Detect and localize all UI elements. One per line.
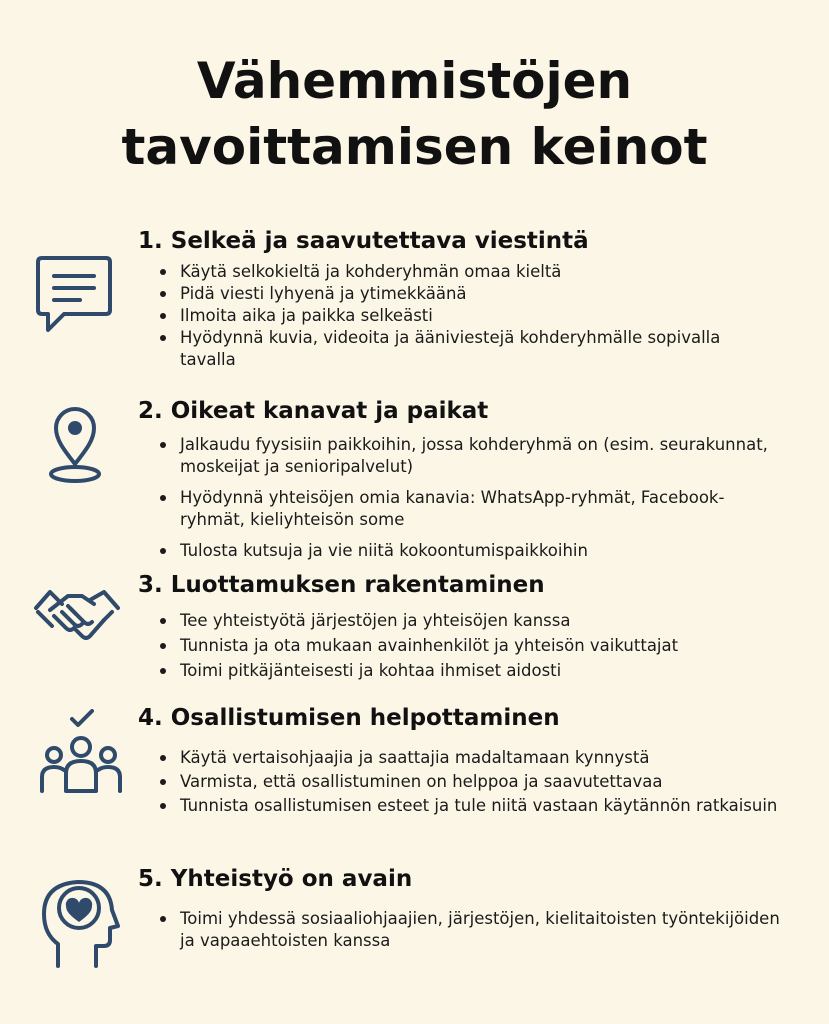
group-check-icon (38, 709, 124, 799)
section-heading: 2. Oikeat kanavat ja paikat (138, 398, 489, 424)
section-heading: 4. Osallistumisen helpottaminen (138, 705, 560, 731)
list-item: Tee yhteistyötä järjestöjen ja yhteisöjen kanssa (160, 610, 800, 632)
title-line-2: tavoittamisen keinot (121, 118, 708, 176)
speech-bubble-icon (34, 254, 114, 338)
handshake-icon (32, 582, 122, 652)
head-heart-icon (40, 878, 120, 970)
bullet-list (160, 908, 800, 952)
page-title (0, 48, 829, 180)
section-heading: 1. Selkeä ja saavutettava viestintä (138, 228, 589, 254)
bullet-list (160, 261, 800, 371)
list-item: Toimi pitkäjänteisesti ja kohtaa ihmiset aidosti (160, 660, 800, 682)
bullet-list (160, 610, 800, 682)
list-item: Varmista, että osallistuminen on helppoa ja saavutettavaa (160, 771, 800, 793)
section-heading: 5. Yhteistyö on avain (138, 866, 413, 892)
list-item: Tunnista ja ota mukaan avainhenkilöt ja yhteisön vaikuttajat (160, 635, 800, 657)
bullet-list (160, 434, 800, 562)
list-item: Tunnista osallistumisen esteet ja tule niitä vastaan käytännön ratkaisuin (160, 795, 780, 817)
list-item: Käytä vertaisohjaajia ja saattajia madaltamaan kynnystä (160, 747, 800, 769)
list-item: Jalkaudu fyysisiin paikkoihin, jossa kohderyhmä on (esim. seurakunnat, moskeijat ja senioripalvelut) (160, 434, 780, 478)
title-line-1: Vähemmistöjen (196, 52, 633, 110)
list-item: Ilmoita aika ja paikka selkeästi (160, 305, 800, 327)
section-heading: 3. Luottamuksen rakentaminen (138, 572, 545, 598)
list-item: Toimi yhdessä sosiaaliohjaajien, järjestöjen, kielitaitoisten työntekijöiden ja vapaaehtoisten kanssa (160, 908, 780, 952)
list-item: Pidä viesti lyhyenä ja ytimekkäänä (160, 283, 800, 305)
bullet-list (160, 747, 800, 817)
list-item: Hyödynnä kuvia, videoita ja ääniviestejä kohderyhmälle sopivalla tavalla (160, 327, 740, 371)
list-item: Tulosta kutsuja ja vie niitä kokoontumispaikkoihin (160, 540, 800, 562)
list-item: Hyödynnä yhteisöjen omia kanavia: WhatsApp-ryhmät, Facebook-ryhmät, kieliyhteisön some (160, 487, 750, 531)
list-item: Käytä selkokieltä ja kohderyhmän omaa kieltä (160, 261, 800, 283)
location-pin-icon (46, 404, 104, 486)
